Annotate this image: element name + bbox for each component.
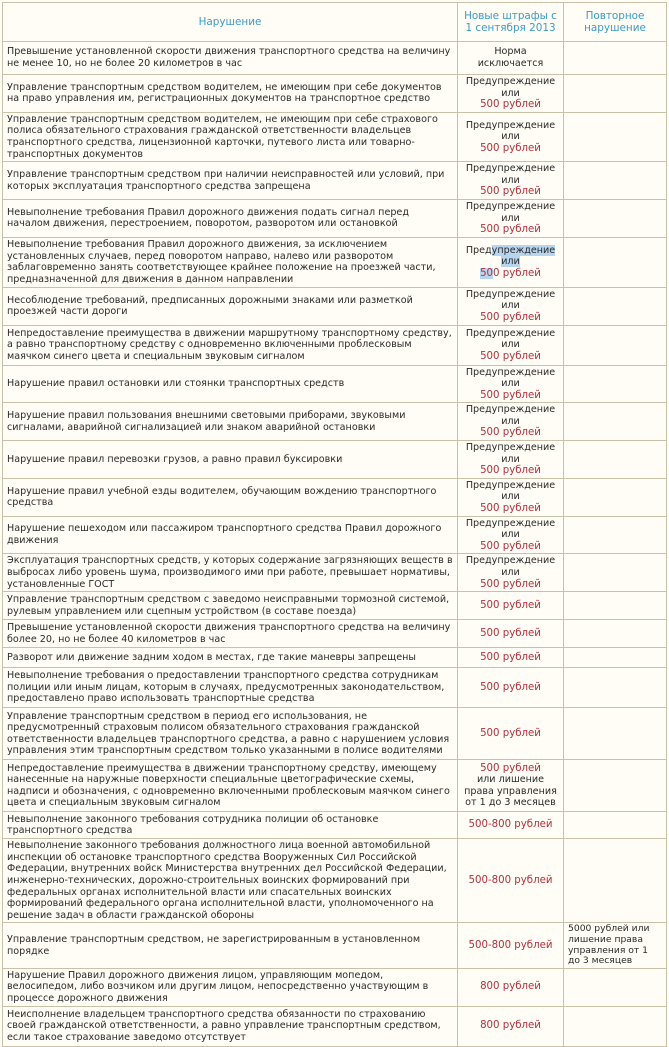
violation-cell: Непредоставление преимущества в движении маршрутному транспортному средству, а равно транспортному средству с одновременно включенными проблесковым маячком синего цвета и специальным звуковым сигналом <box>3 325 458 365</box>
fine-extra: или лишение права управления от 1 до 3 месяцев <box>464 774 557 809</box>
fine-cell <box>458 592 564 620</box>
table-row <box>3 42 667 75</box>
fine-cell <box>458 839 564 923</box>
violation-cell: Разворот или движение задним ходом в местах, где такие маневры запрещены <box>3 648 458 668</box>
repeat-cell <box>564 365 667 403</box>
fine-warning: Предупреждение или <box>465 288 556 312</box>
fine-cell <box>458 112 564 161</box>
violation-cell: Несоблюдение требований, предписанных дорожными знаками или разметкой проезжей части дороги <box>3 287 458 325</box>
repeat-cell <box>564 1006 667 1046</box>
fine-warning: Предупреждение или <box>465 404 556 427</box>
table-row <box>3 112 667 161</box>
violation-cell: Управление транспортным средством с заведомо неисправными тормозной системой, рулевым управлением или сцепным устройством (в составе поезда) <box>3 592 458 620</box>
violation-cell: Нарушение правил пользования внешними световыми приборами, звуковыми сигналами, аварийной сигнализацией или знаком аварийной остановки <box>3 403 458 441</box>
fine-amount: 500 рублей <box>480 627 541 639</box>
fine-cell <box>458 42 564 75</box>
table-row <box>3 237 667 287</box>
fine-amount <box>462 268 559 280</box>
fine-amount: 500 рублей <box>480 681 541 693</box>
repeat-cell <box>564 441 667 479</box>
fine-warning: Предупреждение или <box>465 442 556 465</box>
repeat-cell <box>564 812 667 839</box>
violation-cell: Нарушение Правил дорожного движения лицом, управляющим мопедом, велосипедом, либо возчиком или другим лицом, непосредственно участвующим в процессе дорожного движения <box>3 968 458 1006</box>
fine-cell <box>458 760 564 812</box>
table-row <box>3 592 667 620</box>
fine-amount: 500 рублей <box>480 350 541 362</box>
repeat-cell <box>564 112 667 161</box>
fine-cell <box>458 1006 564 1046</box>
fine-cell <box>458 237 564 287</box>
header-violation: Нарушение <box>3 3 458 42</box>
violation-cell: Превышение установленной скорости движения транспортного средства на величину более 20, но не более 40 километров в час <box>3 620 458 648</box>
violation-cell: Нарушение правил остановки или стоянки транспортных средств <box>3 365 458 403</box>
violation-cell: Управление транспортным средством водителем, не имеющим при себе страхового полиса обязательного страхования гражданской ответственности владельцев транспортного средства, лицензионной карточки, путевого листа или товарно-транспортных документов <box>3 112 458 161</box>
fine-warning-start: Пред <box>465 244 492 256</box>
table-row <box>3 620 667 648</box>
table-row <box>3 403 667 441</box>
header-repeat: Повторное нарушение <box>564 3 667 42</box>
violation-cell: Невыполнение законного требования должностного лица военной автомобильной инспекции об остановке транспортного средства Вооруженных Сил Российской Федерации, внутренних войск Министерства внутренних дел Российской Федерации, инженерно-технических, дорожно-строительных воинских формирований при федеральных органах исполнительной власти или спасательных воинских формирований федерального органа исполнительной власти, уполномоченного на решение задач в области гражданской обороны <box>3 839 458 923</box>
fine-amount: 800 рублей <box>480 1020 541 1032</box>
fine-cell <box>458 287 564 325</box>
fine-warning: Предупреждение или <box>465 200 556 224</box>
violation-cell: Нарушение правил перевозки грузов, а равно правил буксировки <box>3 441 458 479</box>
table-row <box>3 75 667 113</box>
fine-cell <box>458 812 564 839</box>
fine-amount: 500 рублей <box>480 465 541 477</box>
violation-cell: Невыполнение требования Правил дорожного движения подать сигнал перед началом движения, перестроением, поворотом, разворотом или остановкой <box>3 199 458 237</box>
violation-cell: Управление транспортным средством водителем, не имеющим при себе документов на право управления им, регистрационных документов на транспортное средство <box>3 75 458 113</box>
table-row <box>3 516 667 554</box>
violation-cell: Управление транспортным средством, не зарегистрированным в установленном порядке <box>3 923 458 968</box>
fine-cell <box>458 365 564 403</box>
table-row <box>3 325 667 365</box>
table-row <box>3 554 667 592</box>
fine-note: Норма исключается <box>477 46 544 69</box>
repeat-cell <box>564 708 667 760</box>
fine-warning: Предупреждение или <box>465 163 556 186</box>
fine-amount: 500 рублей <box>480 578 541 590</box>
fine-cell <box>458 668 564 708</box>
fine-amount: 500 рублей <box>480 224 541 236</box>
violation-cell: Нарушение правил учебной езды водителем, обучающим вождению транспортного средства <box>3 478 458 516</box>
fine-cell <box>458 708 564 760</box>
fine-amount: 500-800 рублей <box>468 819 553 831</box>
repeat-cell <box>564 516 667 554</box>
fine-warning <box>462 245 559 268</box>
repeat-cell <box>564 75 667 113</box>
table-row <box>3 760 667 812</box>
selected-text: упреждение или <box>491 244 556 268</box>
selected-text: 50 <box>480 268 494 280</box>
fine-cell <box>458 403 564 441</box>
repeat-cell <box>564 760 667 812</box>
table-row <box>3 708 667 760</box>
repeat-cell <box>564 478 667 516</box>
fine-warning: Предупреждение или <box>465 366 556 390</box>
fine-amount: 800 рублей <box>480 981 541 993</box>
repeat-cell <box>564 968 667 1006</box>
fine-warning: Предупреждение или <box>465 327 556 351</box>
fine-cell <box>458 441 564 479</box>
repeat-cell <box>564 199 667 237</box>
fine-amount: 500 рублей <box>480 762 541 774</box>
repeat-cell: 5000 рублей или лишение права управления от 1 до 3 месяцев <box>564 923 667 968</box>
table-row <box>3 1006 667 1046</box>
table-row <box>3 441 667 479</box>
table-row <box>3 648 667 668</box>
violation-cell: Управление транспортным средством в период его использования, не предусмотренный страховым полисом обязательного страхования гражданской ответственности владельцев транспортного средства, а равно с нарушением условия управления этим транспортным средством только указанными в полисе водителями <box>3 708 458 760</box>
table-row <box>3 365 667 403</box>
repeat-cell <box>564 237 667 287</box>
violation-cell: Непредоставление преимущества в движении транспортному средству, имеющему нанесенные на наружные поверхности специальные цветографические схемы, надписи и обозначения, с одновременно включенными проблесковым маячком синего цвета и специальным звуковым сигналом <box>3 760 458 812</box>
fine-cell <box>458 516 564 554</box>
fine-cell <box>458 554 564 592</box>
fine-amount-end: 0 рублей <box>493 268 541 280</box>
fine-amount: 500 рублей <box>480 186 541 198</box>
header-new-fines: Новые штрафы с 1 сентября 2013 <box>458 3 564 42</box>
repeat-cell <box>564 668 667 708</box>
repeat-cell <box>564 403 667 441</box>
fine-cell <box>458 620 564 648</box>
table-row <box>3 968 667 1006</box>
repeat-cell <box>564 592 667 620</box>
table-row <box>3 839 667 923</box>
table-row <box>3 199 667 237</box>
fine-amount: 500-800 рублей <box>468 939 553 951</box>
violation-cell: Невыполнение требования о предоставлении транспортного средства сотрудникам полиции или иным лицам, которым в случаях, предусмотренных законодательством, предоставлено право использовать транспортные средства <box>3 668 458 708</box>
violation-cell: Неисполнение владельцем транспортного средства обязанности по страхованию своей гражданской ответственности, а равно управление транспортным средством, если такое страхование заведомо отсутствует <box>3 1006 458 1046</box>
fine-amount: 500-800 рублей <box>468 874 553 886</box>
fine-cell <box>458 648 564 668</box>
fine-amount: 500 рублей <box>480 651 541 663</box>
fine-amount: 500 рублей <box>480 599 541 611</box>
table-row <box>3 812 667 839</box>
repeat-cell <box>564 162 667 200</box>
repeat-cell <box>564 648 667 668</box>
fine-cell <box>458 199 564 237</box>
violation-cell: Невыполнение законного требования сотрудника полиции об остановке транспортного средства <box>3 812 458 839</box>
fine-cell <box>458 162 564 200</box>
table-row <box>3 668 667 708</box>
violation-cell: Эксплуатация транспортных средств, у которых содержание загрязняющих веществ в выбросах либо уровень шума, производимого ими при работе, превышает нормативы, установленные ГОСТ <box>3 554 458 592</box>
fine-warning: Предупреждение или <box>465 119 556 143</box>
fine-cell <box>458 968 564 1006</box>
fine-warning: Предупреждение или <box>465 479 556 503</box>
fine-amount: 500 рублей <box>480 311 541 323</box>
fine-cell <box>458 478 564 516</box>
fine-amount: 500 рублей <box>480 503 541 515</box>
violation-cell: Превышение установленной скорости движения транспортного средства на величину не менее 10, но не более 20 километров в час <box>3 42 458 75</box>
repeat-cell <box>564 287 667 325</box>
fine-amount: 500 рублей <box>480 727 541 739</box>
repeat-cell <box>564 839 667 923</box>
fines-table <box>2 2 667 1047</box>
fine-warning: Предупреждение или <box>465 517 556 541</box>
repeat-cell <box>564 620 667 648</box>
fine-amount: 500 рублей <box>480 142 541 154</box>
violation-cell: Управление транспортным средством при наличии неисправностей или условий, при которых эксплуатация транспортного средства запрещена <box>3 162 458 200</box>
repeat-cell <box>564 554 667 592</box>
fine-amount: 500 рублей <box>480 99 541 111</box>
fine-cell <box>458 325 564 365</box>
fine-amount: 500 рублей <box>480 427 541 439</box>
repeat-cell <box>564 325 667 365</box>
table-row <box>3 162 667 200</box>
header-row <box>3 3 667 42</box>
table-row <box>3 287 667 325</box>
table-row <box>3 478 667 516</box>
fine-warning: Предупреждение или <box>465 555 556 578</box>
fine-warning: Предупреждение или <box>465 76 556 99</box>
fine-amount: 500 рублей <box>480 389 541 401</box>
violation-cell: Нарушение пешеходом или пассажиром транспортного средства Правил дорожного движения <box>3 516 458 554</box>
violation-cell: Невыполнение требования Правил дорожного движения, за исключением установленных случаев, перед поворотом направо, налево или разворотом заблаговременно занять соответствующее крайнее положение на проезжей части, предназначенной для движения в данном направлении <box>3 237 458 287</box>
fine-amount: 500 рублей <box>480 540 541 552</box>
repeat-cell <box>564 42 667 75</box>
fine-cell <box>458 75 564 113</box>
